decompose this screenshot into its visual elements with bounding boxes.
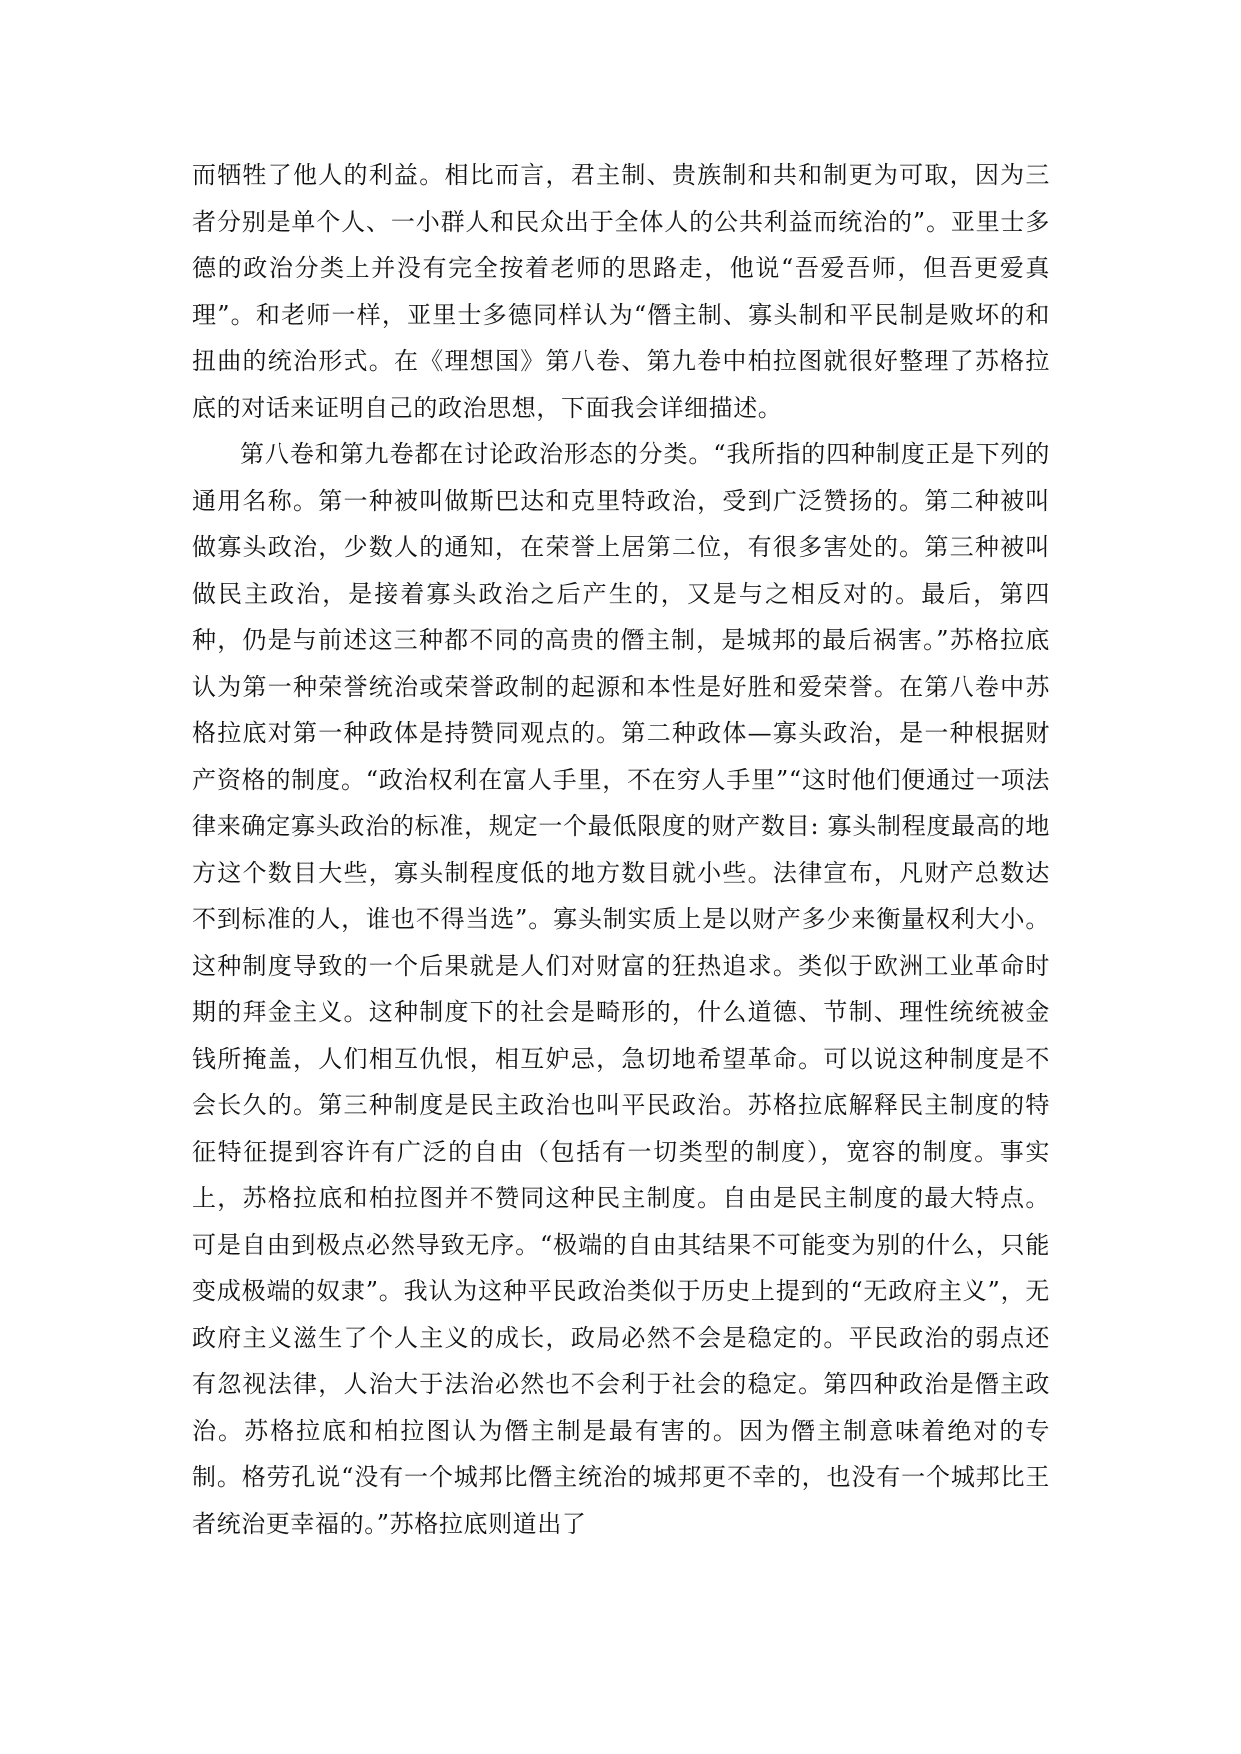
document-body — [192, 152, 1050, 1547]
paragraph-1: 而牺牲了他人的利益。相比而言，君主制、贵族制和共和制更为可取，因为三者分别是单个人、一小群人和民众出于全体人的公共利益而统治的”。亚里士多德的政治分类上并没有完全按着老师的思路走，他说“吾爱吾师，但吾更爱真理”。和老师一样，亚里士多德同样认为“僭主制、寡头制和平民制是败坏的和扭曲的统治形式。在《理想国》第八卷、第九卷中柏拉图就很好整理了苏格拉底的对话来证明自己的政治思想，下面我会详细描述。 — [192, 161, 1050, 422]
paragraph-2: 第八卷和第九卷都在讨论政治形态的分类。“我所指的四种制度正是下列的通用名称。第一种被叫做斯巴达和克里特政治，受到广泛赞扬的。第二种被叫做寡头政治，少数人的通知，在荣誉上居第二位，有很多害处的。第三种被叫做民主政治，是接着寡头政治之后产生的，又是与之相反对的。最后，第四种，仍是与前述这三种都不同的高贵的僭主制，是城邦的最后祸害。”苏格拉底认为第一种荣誉统治或荣誉政制的起源和本性是好胜和爱荣誉。在第八卷中苏格拉底对第一种政体是持赞同观点的。第二种政体—寡头政治，是一种根据财产资格的制度。“政治权利在富人手里，不在穷人手里”“这时他们便通过一项法律来确定寡头政治的标准，规定一个最低限度的财产数目: 寡头制程度最高的地方这个数目大些，寡头制程度低的地方数目就小些。法律宣布，凡财产总数达不到标准的人，谁也不得当选”。寡头制实质上是以财产多少来衡量权利大小。这种制度导致的一个后果就是人们对财富的狂热追求。类似于欧洲工业革命时期的拜金主义。这种制度下的社会是畸形的，什么道德、节制、理性统统被金钱所掩盖，人们相互仇恨，相互妒忌，急切地希望革命。可以说这种制度是不会长久的。第三种制度是民主政治也叫平民政治。苏格拉底解释民主制度的特征特征提到容许有广泛的自由（包括有一切类型的制度），宽容的制度。事实上，苏格拉底和柏拉图并不赞同这种民主制度。自由是民主制度的最大特点。可是自由到极点必然导致无序。“极端的自由其结果不可能变为别的什么，只能变成极端的奴隶”。我认为这种平民政治类似于历史上提到的“无政府主义”，无政府主义滋生了个人主义的成长，政局必然不会是稳定的。平民政治的弱点还有忽视法律，人治大于法治必然也不会利于社会的稳定。第四种政治是僭主政治。苏格拉底和柏拉图认为僭主制是最有害的。因为僭主制意味着绝对的专制。格劳孔说“没有一个城邦比僭主统治的城邦更不幸的，也没有一个城邦比王者统治更幸福的。”苏格拉底则道出了 — [192, 440, 1050, 1538]
